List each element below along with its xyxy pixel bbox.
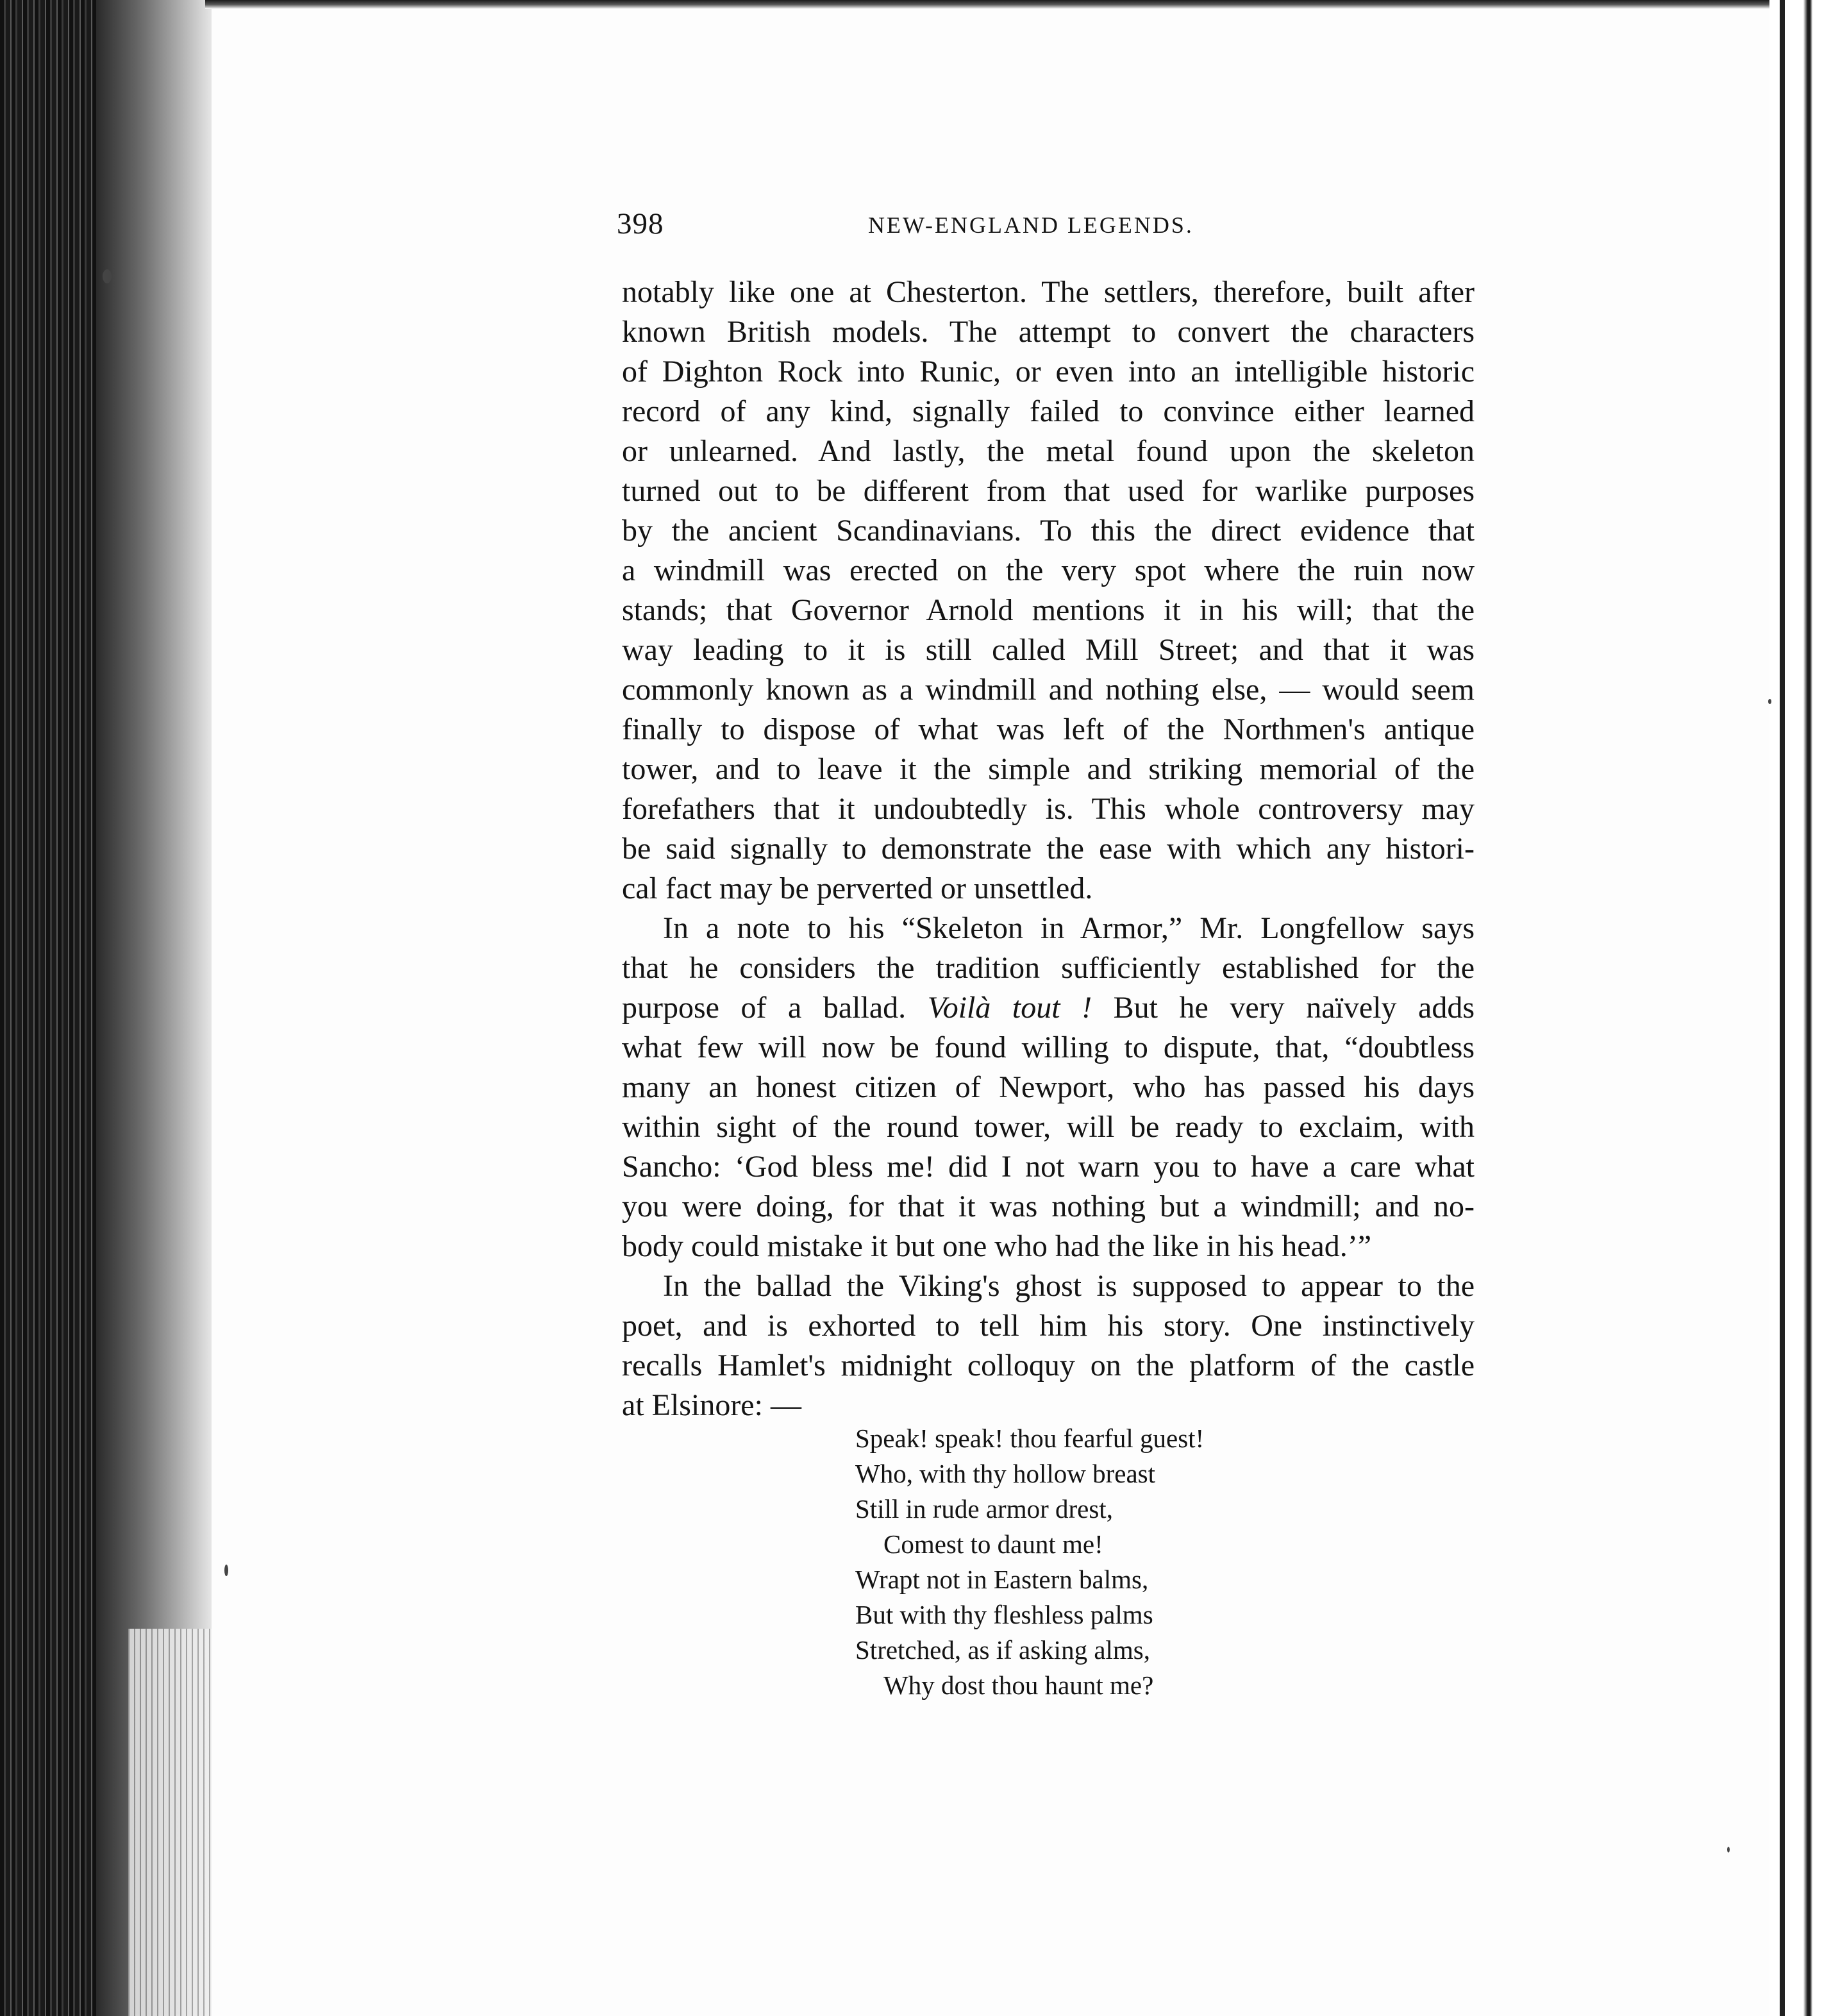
text-line: forefathers that it undoubtedly is. This whole controversy may	[622, 792, 1475, 826]
text-line-with-italic	[622, 988, 1475, 1028]
text-line: tower, and to leave it the simple and striking memorial of the	[622, 752, 1475, 786]
body-text	[622, 273, 1475, 1425]
text-line: record of any kind, signally failed to convince either learned	[622, 394, 1475, 428]
text-line: Sancho: ‘God bless me! did I not warn you to have a care what	[622, 1150, 1475, 1184]
poem-line: Comest to daunt me!	[883, 1529, 1103, 1559]
scan-speck	[103, 269, 112, 283]
text-line: body could mistake it but one who had the like in his head.’”	[622, 1229, 1372, 1263]
text-line: at Elsinore: —	[622, 1388, 801, 1422]
text-line: known British models. The attempt to convert the characters	[622, 315, 1475, 349]
text-line: that he considers the tradition sufficiently established for the	[622, 951, 1475, 985]
top-page-edge	[205, 0, 1769, 9]
poem-line: But with thy fleshless palms	[855, 1600, 1153, 1629]
text-line: of Dighton Rock into Runic, or even into an intelligible historic	[622, 355, 1475, 389]
poem-line: Speak! speak! thou fearful guest!	[855, 1424, 1205, 1453]
text-line: In a note to his “Skeleton in Armor,” Mr. Longfellow says	[663, 911, 1475, 945]
page-header	[617, 206, 1232, 245]
text-line: cal fact may be perverted or unsettled.	[622, 871, 1093, 905]
text-line: stands; that Governor Arnold mentions it in his will; that the	[622, 593, 1475, 627]
text-line: finally to dispose of what was left of the Northmen's antique	[622, 712, 1475, 746]
text-line: poet, and is exhorted to tell him his story. One instinctively	[622, 1309, 1475, 1343]
page-number: 398	[617, 207, 664, 240]
poem-stanza	[855, 1421, 1204, 1703]
poem-line: Still in rude armor drest,	[855, 1494, 1113, 1524]
paragraph-1	[622, 273, 1475, 909]
text-line: within sight of the round tower, will be ready to exclaim, with	[622, 1110, 1475, 1144]
text-line: commonly known as a windmill and nothing else, — would seem	[622, 673, 1475, 707]
right-page-edge	[1769, 0, 1831, 2016]
text-segment: But he very naïvely adds	[1113, 991, 1475, 1025]
poem-line: Who, with thy hollow breast	[855, 1459, 1156, 1488]
right-page-edge-line	[1780, 0, 1785, 2016]
text-line: notably like one at Chesterton. The settlers, therefore, built after	[622, 275, 1475, 309]
italic-phrase: Voilà tout !	[927, 991, 1092, 1025]
text-line: turned out to be different from that used for warlike purposes	[622, 474, 1475, 508]
text-line: a windmill was erected on the very spot where the ruin now	[622, 553, 1475, 587]
scan-speck	[1727, 1847, 1730, 1852]
text-line: many an honest citizen of Newport, who has passed his days	[622, 1070, 1475, 1104]
text-line: by the ancient Scandinavians. To this the direct evidence that	[622, 514, 1475, 548]
paragraph-2	[622, 909, 1475, 1266]
poem-line: Wrapt not in Eastern balms,	[855, 1565, 1149, 1594]
text-line: you were doing, for that it was nothing but a windmill; and no-	[622, 1189, 1475, 1223]
text-line: way leading to it is still called Mill Street; and that it was	[622, 633, 1475, 667]
text-segment: purpose of a ballad.	[622, 991, 907, 1025]
text-line: or unlearned. And lastly, the metal found upon the skeleton	[622, 434, 1475, 468]
text-line: what few will now be found willing to dispute, that, “doubtless	[622, 1030, 1475, 1064]
poem-line: Stretched, as if asking alms,	[855, 1635, 1151, 1665]
text-line: be said signally to demonstrate the ease with which any histori-	[622, 832, 1475, 866]
text-line: recalls Hamlet's midnight colloquy on the platform of the castle	[622, 1348, 1475, 1382]
scan-speck	[224, 1565, 228, 1576]
scan-speck	[1768, 699, 1771, 704]
running-head: NEW-ENGLAND LEGENDS.	[868, 212, 1194, 238]
poem-line: Why dost thou haunt me?	[883, 1670, 1154, 1700]
text-line: In the ballad the Viking's ghost is supposed to appear to the	[663, 1269, 1475, 1303]
paragraph-3	[622, 1266, 1475, 1425]
